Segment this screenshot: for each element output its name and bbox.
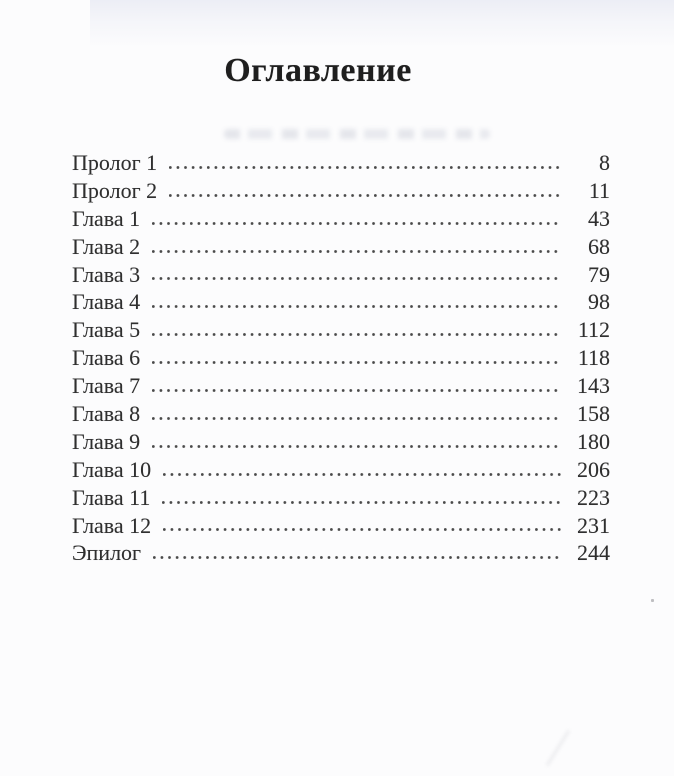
toc-entry-label: Глава 11 <box>72 484 151 510</box>
toc-entry-label: Глава 5 <box>72 317 141 343</box>
dot-leader <box>153 556 562 559</box>
toc-row <box>72 344 610 372</box>
toc-entry-label: Глава 4 <box>72 289 141 315</box>
toc-row <box>72 233 610 261</box>
scan-speck <box>651 599 654 602</box>
toc-entry-page: 112 <box>577 317 610 343</box>
toc-row <box>72 288 610 316</box>
toc-row <box>72 428 610 456</box>
toc-entry-label: Пролог 2 <box>72 177 158 203</box>
toc-entry-page: 206 <box>577 456 610 482</box>
toc-entry-page: 68 <box>588 233 610 259</box>
toc-entry-label: Глава 7 <box>72 373 141 399</box>
toc-entry-page: 118 <box>577 345 610 371</box>
toc-entry-page: 79 <box>588 261 610 287</box>
toc-row <box>72 316 610 344</box>
toc-entry-page: 143 <box>577 373 610 399</box>
dot-leader <box>152 222 562 225</box>
toc-list <box>72 149 610 567</box>
toc-entry-label: Глава 8 <box>72 401 141 427</box>
toc-entry-label: Эпилог <box>72 540 142 566</box>
toc-row <box>72 484 610 512</box>
toc-entry-label: Глава 2 <box>72 233 141 259</box>
toc-entry-page: 11 <box>588 177 610 203</box>
dot-leader <box>163 528 562 531</box>
dot-leader <box>152 417 562 420</box>
toc-row <box>72 261 610 289</box>
toc-entry-label: Глава 12 <box>72 512 152 538</box>
toc-row <box>72 512 610 540</box>
toc-entry-label: Глава 10 <box>72 456 152 482</box>
toc-entry-page: 8 <box>599 150 610 175</box>
dot-leader <box>162 501 562 504</box>
dot-leader <box>152 277 562 280</box>
page-title: Оглавление <box>224 52 412 89</box>
scan-edge-tint <box>90 0 674 48</box>
toc-row <box>72 205 610 233</box>
toc-entry-label: Пролог 1 <box>72 150 158 175</box>
dot-leader <box>169 166 562 169</box>
toc-entry-page: 244 <box>577 540 610 566</box>
toc-entry-page: 98 <box>588 289 610 315</box>
toc-entry-label: Глава 6 <box>72 345 141 371</box>
toc-row <box>72 149 610 177</box>
toc-entry-label: Глава 3 <box>72 261 141 287</box>
toc-entry-page: 180 <box>577 428 610 454</box>
dot-leader <box>152 250 562 253</box>
scan-smudge <box>545 729 571 767</box>
toc-row <box>72 400 610 428</box>
toc-row <box>72 177 610 205</box>
toc-entry-page: 223 <box>577 484 610 510</box>
toc-entry-label: Глава 1 <box>72 205 141 231</box>
dot-leader <box>163 473 562 476</box>
bleed-through-text <box>224 129 490 139</box>
toc-row <box>72 539 610 567</box>
toc-row <box>72 372 610 400</box>
dot-leader <box>152 333 562 336</box>
dot-leader <box>152 361 562 364</box>
dot-leader <box>169 194 562 197</box>
dot-leader <box>152 445 562 448</box>
dot-leader <box>152 389 562 392</box>
toc-entry-page: 158 <box>577 401 610 427</box>
dot-leader <box>152 305 562 308</box>
toc-entry-label: Глава 9 <box>72 428 141 454</box>
toc-row <box>72 456 610 484</box>
toc-entry-page: 43 <box>588 205 610 231</box>
toc-entry-page: 231 <box>577 512 610 538</box>
